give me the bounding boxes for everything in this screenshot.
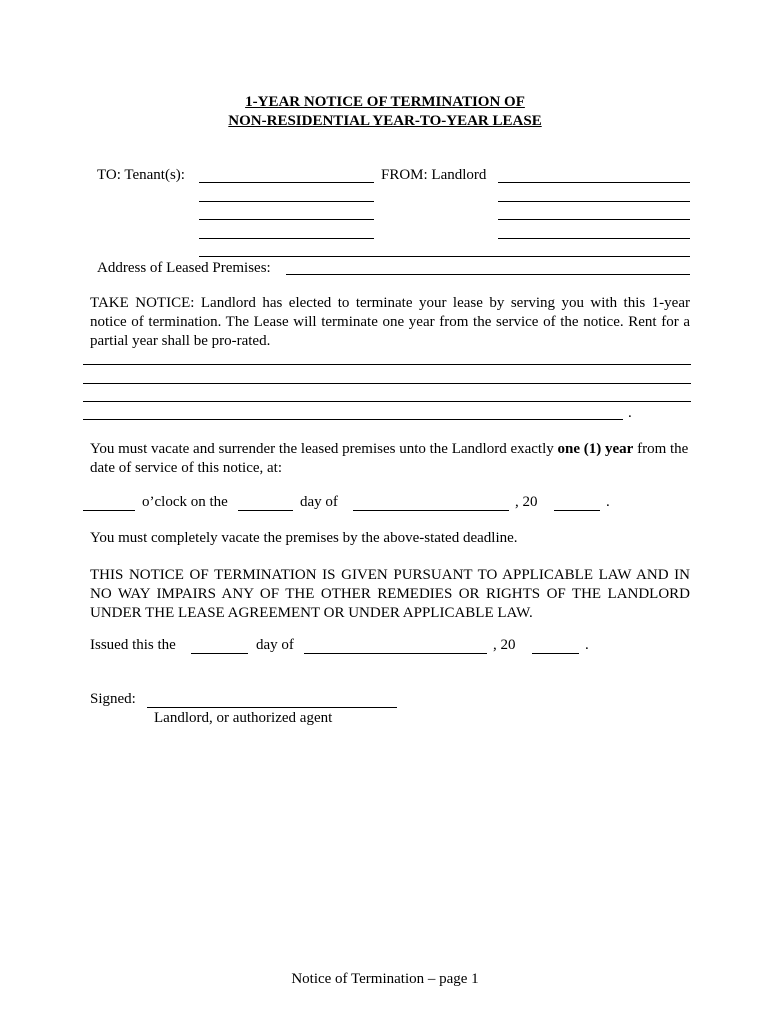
day-blank[interactable] [238, 510, 293, 511]
issued-month-blank[interactable] [304, 653, 487, 654]
deadline-period: . [606, 494, 610, 510]
landlord-name-line-3[interactable] [498, 219, 690, 220]
year-blank[interactable] [554, 510, 600, 511]
notice-blank-line-3[interactable] [83, 401, 691, 402]
month-blank[interactable] [353, 510, 509, 511]
title-line-1: 1-YEAR NOTICE OF TERMINATION OF [245, 94, 525, 110]
complete-vacate-text: You must completely vacate the premises by the above-stated deadline. [90, 530, 518, 546]
address-line[interactable] [286, 274, 690, 275]
landlord-name-line-1[interactable] [498, 182, 690, 183]
from-landlord-label: FROM: Landlord [381, 167, 487, 183]
issued-label: Issued this the [90, 637, 176, 653]
page-footer: Notice of Termination – page 1 [291, 971, 479, 987]
legal-notice-paragraph: THIS NOTICE OF TERMINATION IS GIVEN PURSUANT TO APPLICABLE LAW AND IN NO WAY IMPAIRS ANY OF THE OTHER REMEDIES OR RIGHTS OF THE LANDLORD UNDER THE LEASE AGREEMENT OR UNDER APPLICABLE LAW. [90, 567, 690, 621]
hour-blank[interactable] [83, 510, 135, 511]
tenant-name-line-4[interactable] [199, 238, 374, 239]
day-of-label: day of [300, 494, 338, 510]
vacate-text-before: You must vacate and surrender the leased premises unto the Landlord exactly [90, 441, 558, 457]
vacate-text-bold: one (1) year [557, 441, 634, 457]
tenant-name-line-1[interactable] [199, 182, 374, 183]
title-line-2: NON-RESIDENTIAL YEAR-TO-YEAR LEASE [228, 113, 542, 129]
signature-line[interactable] [147, 707, 397, 708]
notice-end-period: . [628, 405, 632, 421]
address-line-upper[interactable] [199, 256, 690, 257]
issued-year-blank[interactable] [532, 653, 579, 654]
tenant-name-line-3[interactable] [199, 219, 374, 220]
vacate-text-after: from the date of service of this notice, at: [90, 441, 689, 476]
year-prefix: , 20 [515, 494, 538, 510]
oclock-label: o’clock on the [142, 494, 228, 510]
issued-year-prefix: , 20 [493, 637, 516, 653]
issued-day-blank[interactable] [191, 653, 248, 654]
signed-label: Signed: [90, 691, 136, 707]
notice-blank-line-1[interactable] [83, 364, 691, 365]
to-tenant-label: TO: Tenant(s): [97, 167, 185, 183]
address-label: Address of Leased Premises: [97, 260, 271, 276]
issued-day-of-label: day of [256, 637, 294, 653]
take-notice-paragraph: TAKE NOTICE: Landlord has elected to terminate your lease by serving you with this 1-year notice of termination. The Lease will terminate one year from the service of the notice. Rent for a partial year shall be pro-rated. [90, 295, 690, 349]
vacate-paragraph [90, 440, 690, 478]
notice-blank-line-2[interactable] [83, 383, 691, 384]
tenant-name-line-2[interactable] [199, 201, 374, 202]
landlord-name-line-4[interactable] [498, 238, 690, 239]
signer-caption: Landlord, or authorized agent [154, 710, 333, 726]
issued-period: . [585, 637, 589, 653]
notice-blank-line-4[interactable] [83, 419, 623, 420]
landlord-name-line-2[interactable] [498, 201, 690, 202]
